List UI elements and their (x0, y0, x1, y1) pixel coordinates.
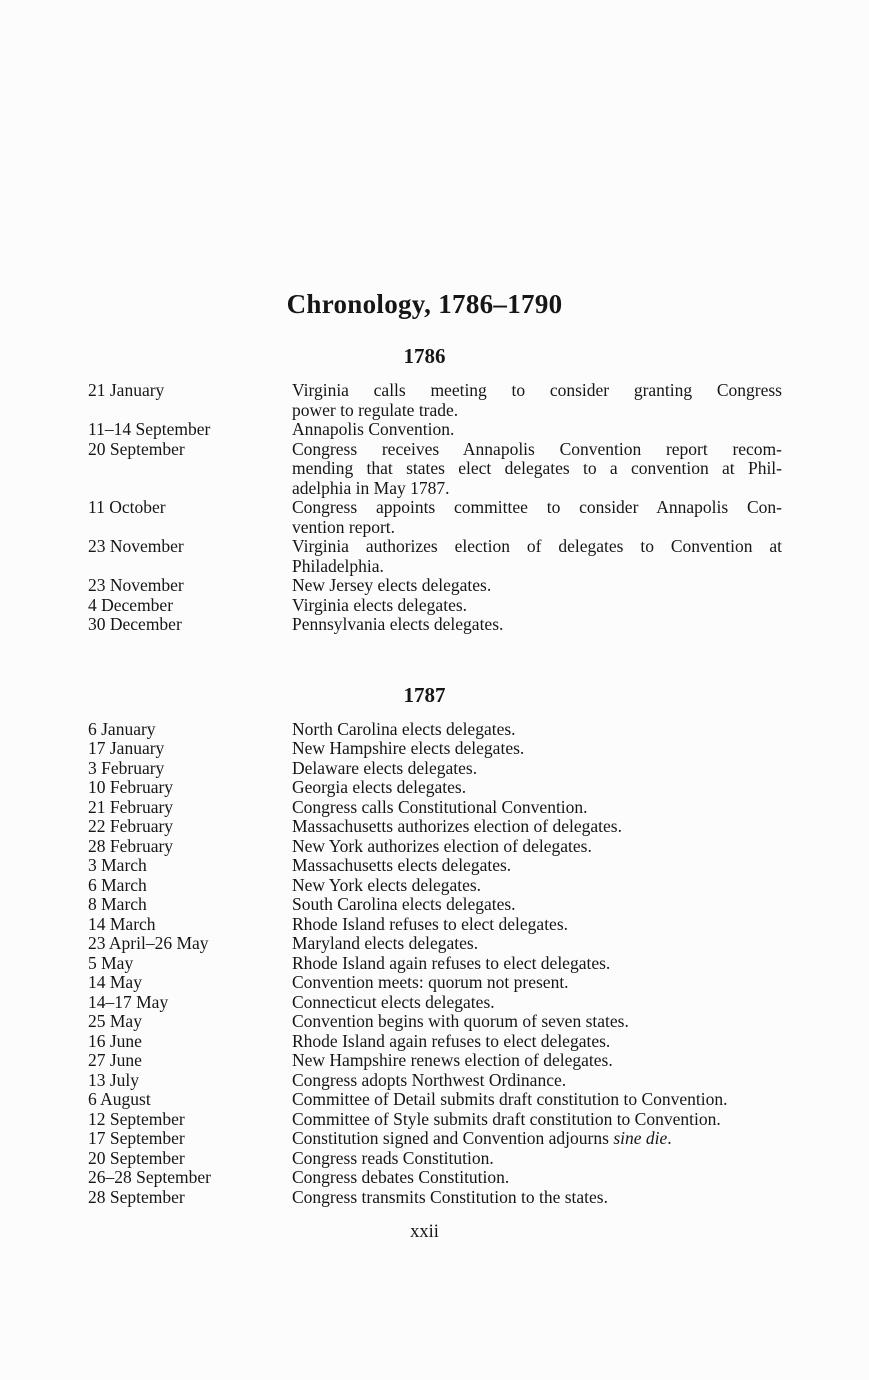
entry-date: 20 September (88, 1147, 185, 1168)
entry-date: 8 March (88, 894, 147, 914)
entry-date: 14–17 May (88, 991, 169, 1012)
entry-text-line: Congress debates Constitution. (292, 1167, 510, 1187)
chronology-entry (88, 596, 849, 616)
entry-date: 11 October (88, 497, 166, 517)
entry-text-line: Pennsylvania elects delegates. (292, 614, 504, 634)
entry-date: 17 January (88, 738, 165, 758)
entry-description (292, 498, 792, 537)
entry-text-line: Congress reads Constitution. (292, 1147, 494, 1168)
entry-description (292, 1110, 792, 1130)
entry-description (292, 381, 792, 420)
chronology-entry (88, 1032, 849, 1052)
chronology-entry (88, 759, 849, 779)
entry-description (292, 1090, 792, 1110)
chronology-entry (88, 876, 849, 896)
chronology-entry (88, 498, 849, 537)
entry-description (292, 895, 792, 915)
entry-date: 6 August (88, 1089, 151, 1109)
entry-date: 14 May (88, 972, 142, 992)
latin-phrase-italic: sine die (613, 1128, 668, 1148)
entry-text-line: Rhode Island refuses to elect delegates. (292, 913, 569, 934)
chronology-entry (88, 1012, 849, 1032)
entry-description (292, 1188, 792, 1208)
entry-date: 6 March (88, 874, 147, 895)
entry-date: 4 December (88, 594, 174, 615)
entry-description (292, 973, 792, 993)
entry-date: 16 June (88, 1030, 142, 1051)
entry-date: 20 September (88, 438, 185, 459)
chronology-entry (88, 1168, 849, 1188)
entry-text-line: Delaware elects delegates. (292, 757, 478, 778)
entry-date: 30 December (88, 614, 182, 634)
chronology-section-1787 (0, 684, 849, 1208)
entry-text-line: power to regulate trade. (292, 399, 459, 420)
chronology-entry (88, 1188, 849, 1208)
chronology-entry (88, 973, 849, 993)
chronology-section-1786 (0, 345, 849, 635)
entry-text-line: Congress calls Constitutional Convention. (292, 796, 588, 817)
entry-date: 17 September (88, 1128, 185, 1148)
entry-date: 26–28 September (88, 1167, 211, 1187)
entry-description (292, 993, 792, 1013)
entry-date: 22 February (88, 816, 174, 836)
entry-description (292, 739, 792, 759)
chronology-entry (88, 778, 849, 798)
entry-description (292, 778, 792, 798)
entry-text-line: Congress receives Annapolis Convention report recom- (292, 438, 782, 459)
chronology-entry (88, 381, 849, 420)
entry-description (292, 1012, 792, 1032)
entry-description (292, 837, 792, 857)
chronology-entry (88, 1071, 849, 1091)
entry-list (88, 381, 849, 635)
entry-date: 28 September (88, 1186, 185, 1207)
entry-date: 21 January (88, 380, 165, 400)
entry-text-line: Congress transmits Constitution to the states. (292, 1186, 608, 1207)
year-heading: 1786 (403, 344, 446, 368)
entry-text-line: Maryland elects delegates. (292, 933, 479, 953)
chronology-entry (88, 798, 849, 818)
chronology-entry (88, 720, 849, 740)
entry-description (292, 537, 792, 576)
chronology-entry (88, 440, 849, 499)
chronology-entry (88, 837, 849, 857)
chronology-entry (88, 537, 849, 576)
entry-description (292, 856, 792, 876)
chronology-entry (88, 954, 849, 974)
page-title: Chronology, 1786–1790 (286, 289, 563, 319)
chronology-entry (88, 993, 849, 1013)
entry-date: 23 November (88, 536, 184, 556)
entry-list (88, 720, 849, 1208)
chronology-entry (88, 1051, 849, 1071)
entry-date: 14 March (88, 913, 156, 934)
entry-description (292, 1071, 792, 1091)
entry-date: 28 February (88, 835, 174, 856)
entry-text-line: Virginia authorizes election of delegates to Convention at (292, 536, 782, 556)
entry-text-line: adelphia in May 1787. (292, 477, 450, 498)
chronology-entry (88, 1149, 849, 1169)
entry-date: 23 November (88, 575, 184, 595)
entry-date: 3 February (88, 757, 165, 778)
chronology-entry (88, 576, 849, 596)
chronology-sections (0, 345, 849, 1207)
entry-text-line: Georgia elects delegates. (292, 777, 467, 797)
entry-text-line: Annapolis Convention. (292, 419, 455, 439)
entry-date: 3 March (88, 855, 147, 875)
entry-text-line: Connecticut elects delegates. (292, 991, 495, 1012)
entry-date: 23 April–26 May (88, 933, 209, 953)
entry-date: 6 January (88, 718, 156, 739)
entry-text-line: Massachusetts authorizes election of delegates. (292, 816, 622, 836)
chronology-entry (88, 1090, 849, 1110)
chronology-entry (88, 895, 849, 915)
entry-date: 5 May (88, 952, 134, 973)
chronology-entry (88, 915, 849, 935)
entry-description (292, 440, 792, 499)
entry-description (292, 934, 792, 954)
entry-text-line: Congress adopts Northwest Ordinance. (292, 1069, 567, 1090)
entry-text-line: Philadelphia. (292, 555, 384, 576)
chronology-entry (88, 1110, 849, 1130)
entry-date: 25 May (88, 1011, 142, 1031)
entry-text-line: mending that states elect delegates to a convention at Phil- (292, 458, 782, 478)
entry-description (292, 420, 792, 440)
entry-text-line: Convention begins with quorum of seven states. (292, 1011, 629, 1031)
entry-text-line: Virginia elects delegates. (292, 594, 468, 615)
entry-date: 12 September (88, 1108, 185, 1129)
chronology-entry (88, 934, 849, 954)
chronology-entry (88, 739, 849, 759)
entry-text-line: New Hampshire renews election of delegates. (292, 1050, 613, 1070)
entry-text-line: Convention meets: quorum not present. (292, 972, 569, 992)
chronology-entry (88, 420, 849, 440)
entry-date: 21 February (88, 796, 174, 817)
chronology-entry (88, 817, 849, 837)
entry-description (292, 817, 792, 837)
entry-text-line: Rhode Island again refuses to elect delegates. (292, 1030, 611, 1051)
chronology-entry (88, 856, 849, 876)
entry-description (292, 1129, 792, 1149)
entry-date: 27 June (88, 1050, 142, 1070)
entry-text-line: New York elects delegates. (292, 874, 482, 895)
entry-text-line: New Jersey elects delegates. (292, 575, 492, 595)
entry-text-line: Committee of Style submits draft constitution to Convention. (292, 1108, 721, 1129)
year-heading: 1787 (403, 682, 446, 707)
entry-description (292, 596, 792, 616)
entry-description (292, 954, 792, 974)
entry-description (292, 576, 792, 596)
entry-description (292, 876, 792, 896)
entry-description (292, 615, 792, 635)
entry-text-line: Virginia calls meeting to consider granting Congress (292, 380, 782, 400)
entry-text-line: New Hampshire elects delegates. (292, 738, 525, 758)
entry-date: 10 February (88, 777, 174, 797)
entry-description (292, 1032, 792, 1052)
entry-text-line: North Carolina elects delegates. (292, 718, 516, 739)
entry-description (292, 1051, 792, 1071)
entry-text-line: New York authorizes election of delegates. (292, 835, 592, 856)
entry-text-line: Massachusetts elects delegates. (292, 855, 512, 875)
entry-text-line: vention report. (292, 516, 396, 537)
entry-text-line: Congress appoints committee to consider Annapolis Con- (292, 497, 782, 517)
entry-text-line: Rhode Island again refuses to elect delegates. (292, 952, 611, 973)
entry-date: 13 July (88, 1069, 140, 1090)
entry-description (292, 1149, 792, 1169)
chronology-entry (88, 615, 849, 635)
entry-text-line: Committee of Detail submits draft constitution to Convention. (292, 1089, 728, 1109)
entry-text-line: South Carolina elects delegates. (292, 894, 516, 914)
entry-description (292, 720, 792, 740)
page-number: xxii (410, 1222, 439, 1242)
chronology-entry (88, 1129, 849, 1149)
entry-text-line: Constitution signed and Convention adjourns sine die. (292, 1128, 672, 1148)
entry-description (292, 798, 792, 818)
entry-description (292, 915, 792, 935)
entry-description (292, 759, 792, 779)
entry-date: 11–14 September (88, 419, 211, 439)
entry-description (292, 1168, 792, 1188)
